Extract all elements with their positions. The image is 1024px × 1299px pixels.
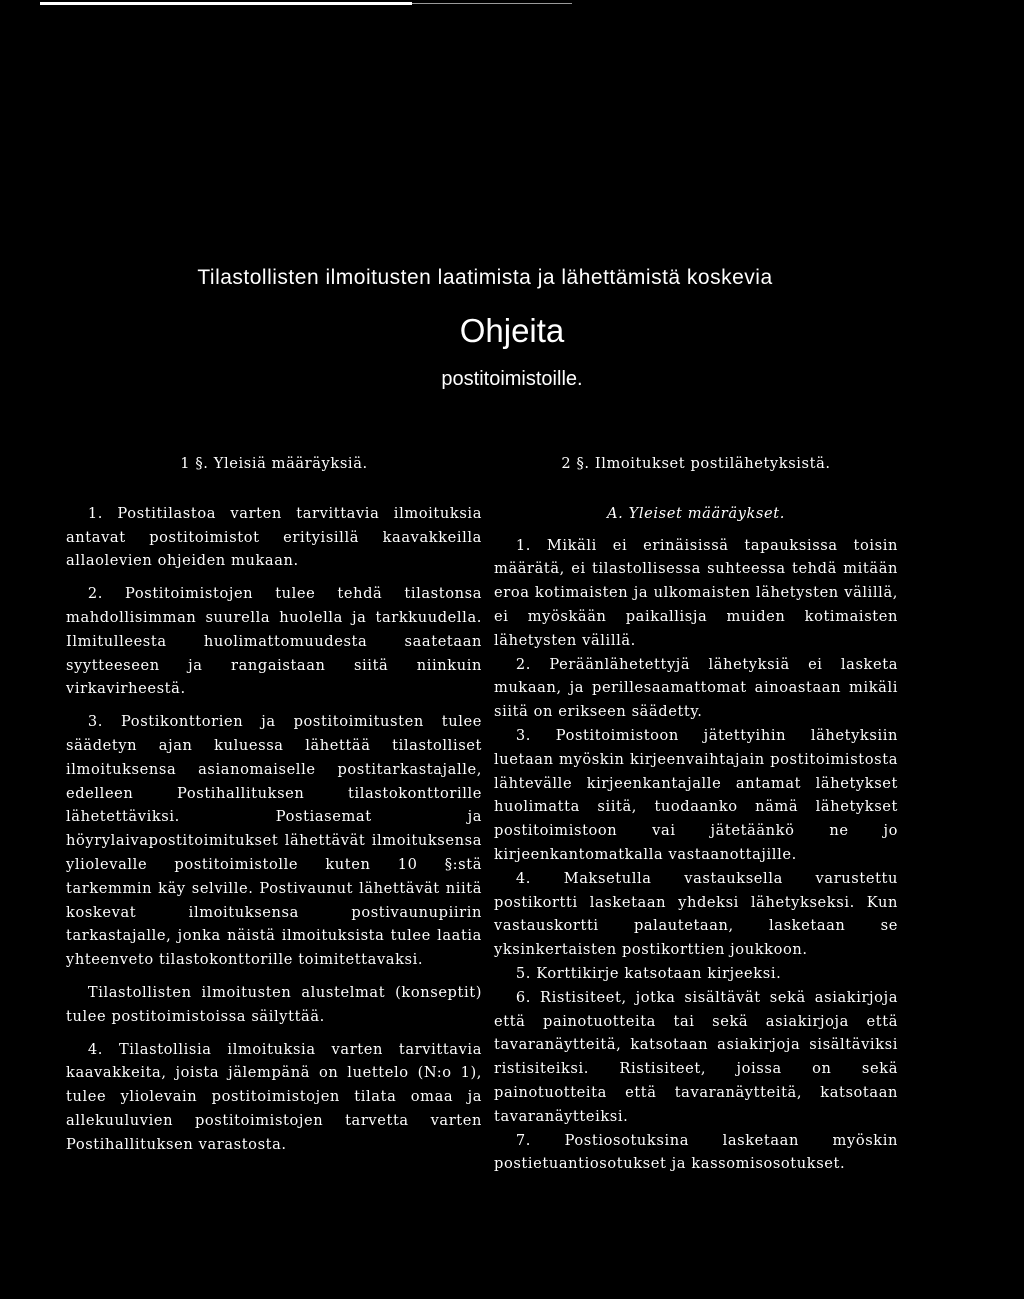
paragraph: 5. Korttikirje katsotaan kirjeeksi. [515,964,782,982]
paragraph: 3. Postikonttorien ja postitoimitusten tulee säädetyn ajan kuluessa lähettää tilastolliset ilmoituksensa asianomaiselle postitarkastajalle, edelleen Postihallituksen tilastokonttorille lähetettäviksi. Postiasemat ja höyrylaivapostitoimitukset lähettävät ilmoituksensa yliolevalle postitoimistolle kuten 10 §:stä tarkemmin käy selville. Postivaunut lähettävät niitä koskevat ilmoituksensa postivaunupiirin tarkastajalle, jonka näistä ilmoituksista tulee laatia yhteenveto tilastokonttorille toimitettavaksi. [66,713,482,969]
header-title: Ohjeita [459,312,565,349]
right-column [494,452,898,1176]
left-column [66,452,482,1157]
paragraph: 1. Mikäli ei erinäisissä tapauksissa toisin määrätä, ei tilastollisessa suhteessa tehdä mitään eroa kotimaisten ja ulkomaisten lähetysten välillä, ei myöskään paikallisja muiden kotimaisten lähetysten välillä. [494,536,898,649]
paragraph: 1. Postitilastoa varten tarvittavia ilmoituksia antavat postitoimistot erityisillä kaavakkeilla allaolevien ohjeiden mukaan. [66,504,482,570]
paragraph: 3. Postitoimistoon jätettyihin lähetyksiin luetaan myöskin kirjeenvaihtajain postitoimistosta lähtevälle kirjeenkantajalle antamat lähetykset huolimatta siitä, tuodaanko nämä lähetykset postitoimistoon vai jätetäänkö ne jo kirjeenkantomatkalla vastaanottajille. [494,726,898,863]
paragraph: 4. Tilastollisia ilmoituksia varten tarvittavia kaavakkeita, joista jälempänä on luettelo (N:o 1), tulee yliolevain postitoimistojen tilata omaa ja allekuuluvien postitoimistojen tarvetta varten Postihallituksen varastosta. [66,1040,482,1153]
header-subtitle: Tilastollisten ilmoitusten laatimista ja lähettämistä koskevia [197,266,773,289]
paragraph: 2. Peräänlähetettyjä lähetyksiä ei lasketa mukaan, ja perillesaamattomat ainoastaan mikäli siitä on erikseen säädetty. [494,655,898,721]
subsection-heading: A. Yleiset määräykset. [607,504,785,522]
top-border-rule-thin [412,3,572,4]
header-recipient: postitoimistoille. [441,368,583,390]
document-header [0,266,1024,391]
paragraph: Tilastollisten ilmoitusten alustelmat (konseptit) tulee postitoimistoissa säilyttää. [66,983,482,1025]
paragraph: 6. Ristisiteet, jotka sisältävät sekä asiakirjoja että painotuotteita tai sekä asiakirjoja että tavaranäytteitä, katsotaan asiakirjoja sisältäviksi ristisiteiksi. Ristisiteet, joissa on sekä painotuotteita että tavaranäytteitä, katsotaan tavaranäytteiksi. [494,988,898,1125]
paragraph: 4. Maksetulla vastauksella varustettu postikortti lasketaan yhdeksi lähetykseksi. Kun vastauskortti palautetaan, lasketaan se yksinkertaisten postikorttien joukkoon. [494,869,898,959]
section-heading-2: 2 §. Ilmoitukset postilähetyksistä. [561,455,831,472]
paragraph: 7. Postiosotuksina lasketaan myöskin postietuantiosotukset ja kassomisosotukset. [494,1131,898,1173]
top-border-rule [40,2,412,5]
section-heading-1: 1 §. Yleisiä määräyksiä. [180,455,368,472]
paragraph: 2. Postitoimistojen tulee tehdä tilastonsa mahdollisimman suurella huolella ja tarkkuudella. Ilmitulleesta huolimattomuudesta saatetaan syytteeseen ja rangaistaan siitä niinkuin virkavirheestä. [66,585,482,698]
